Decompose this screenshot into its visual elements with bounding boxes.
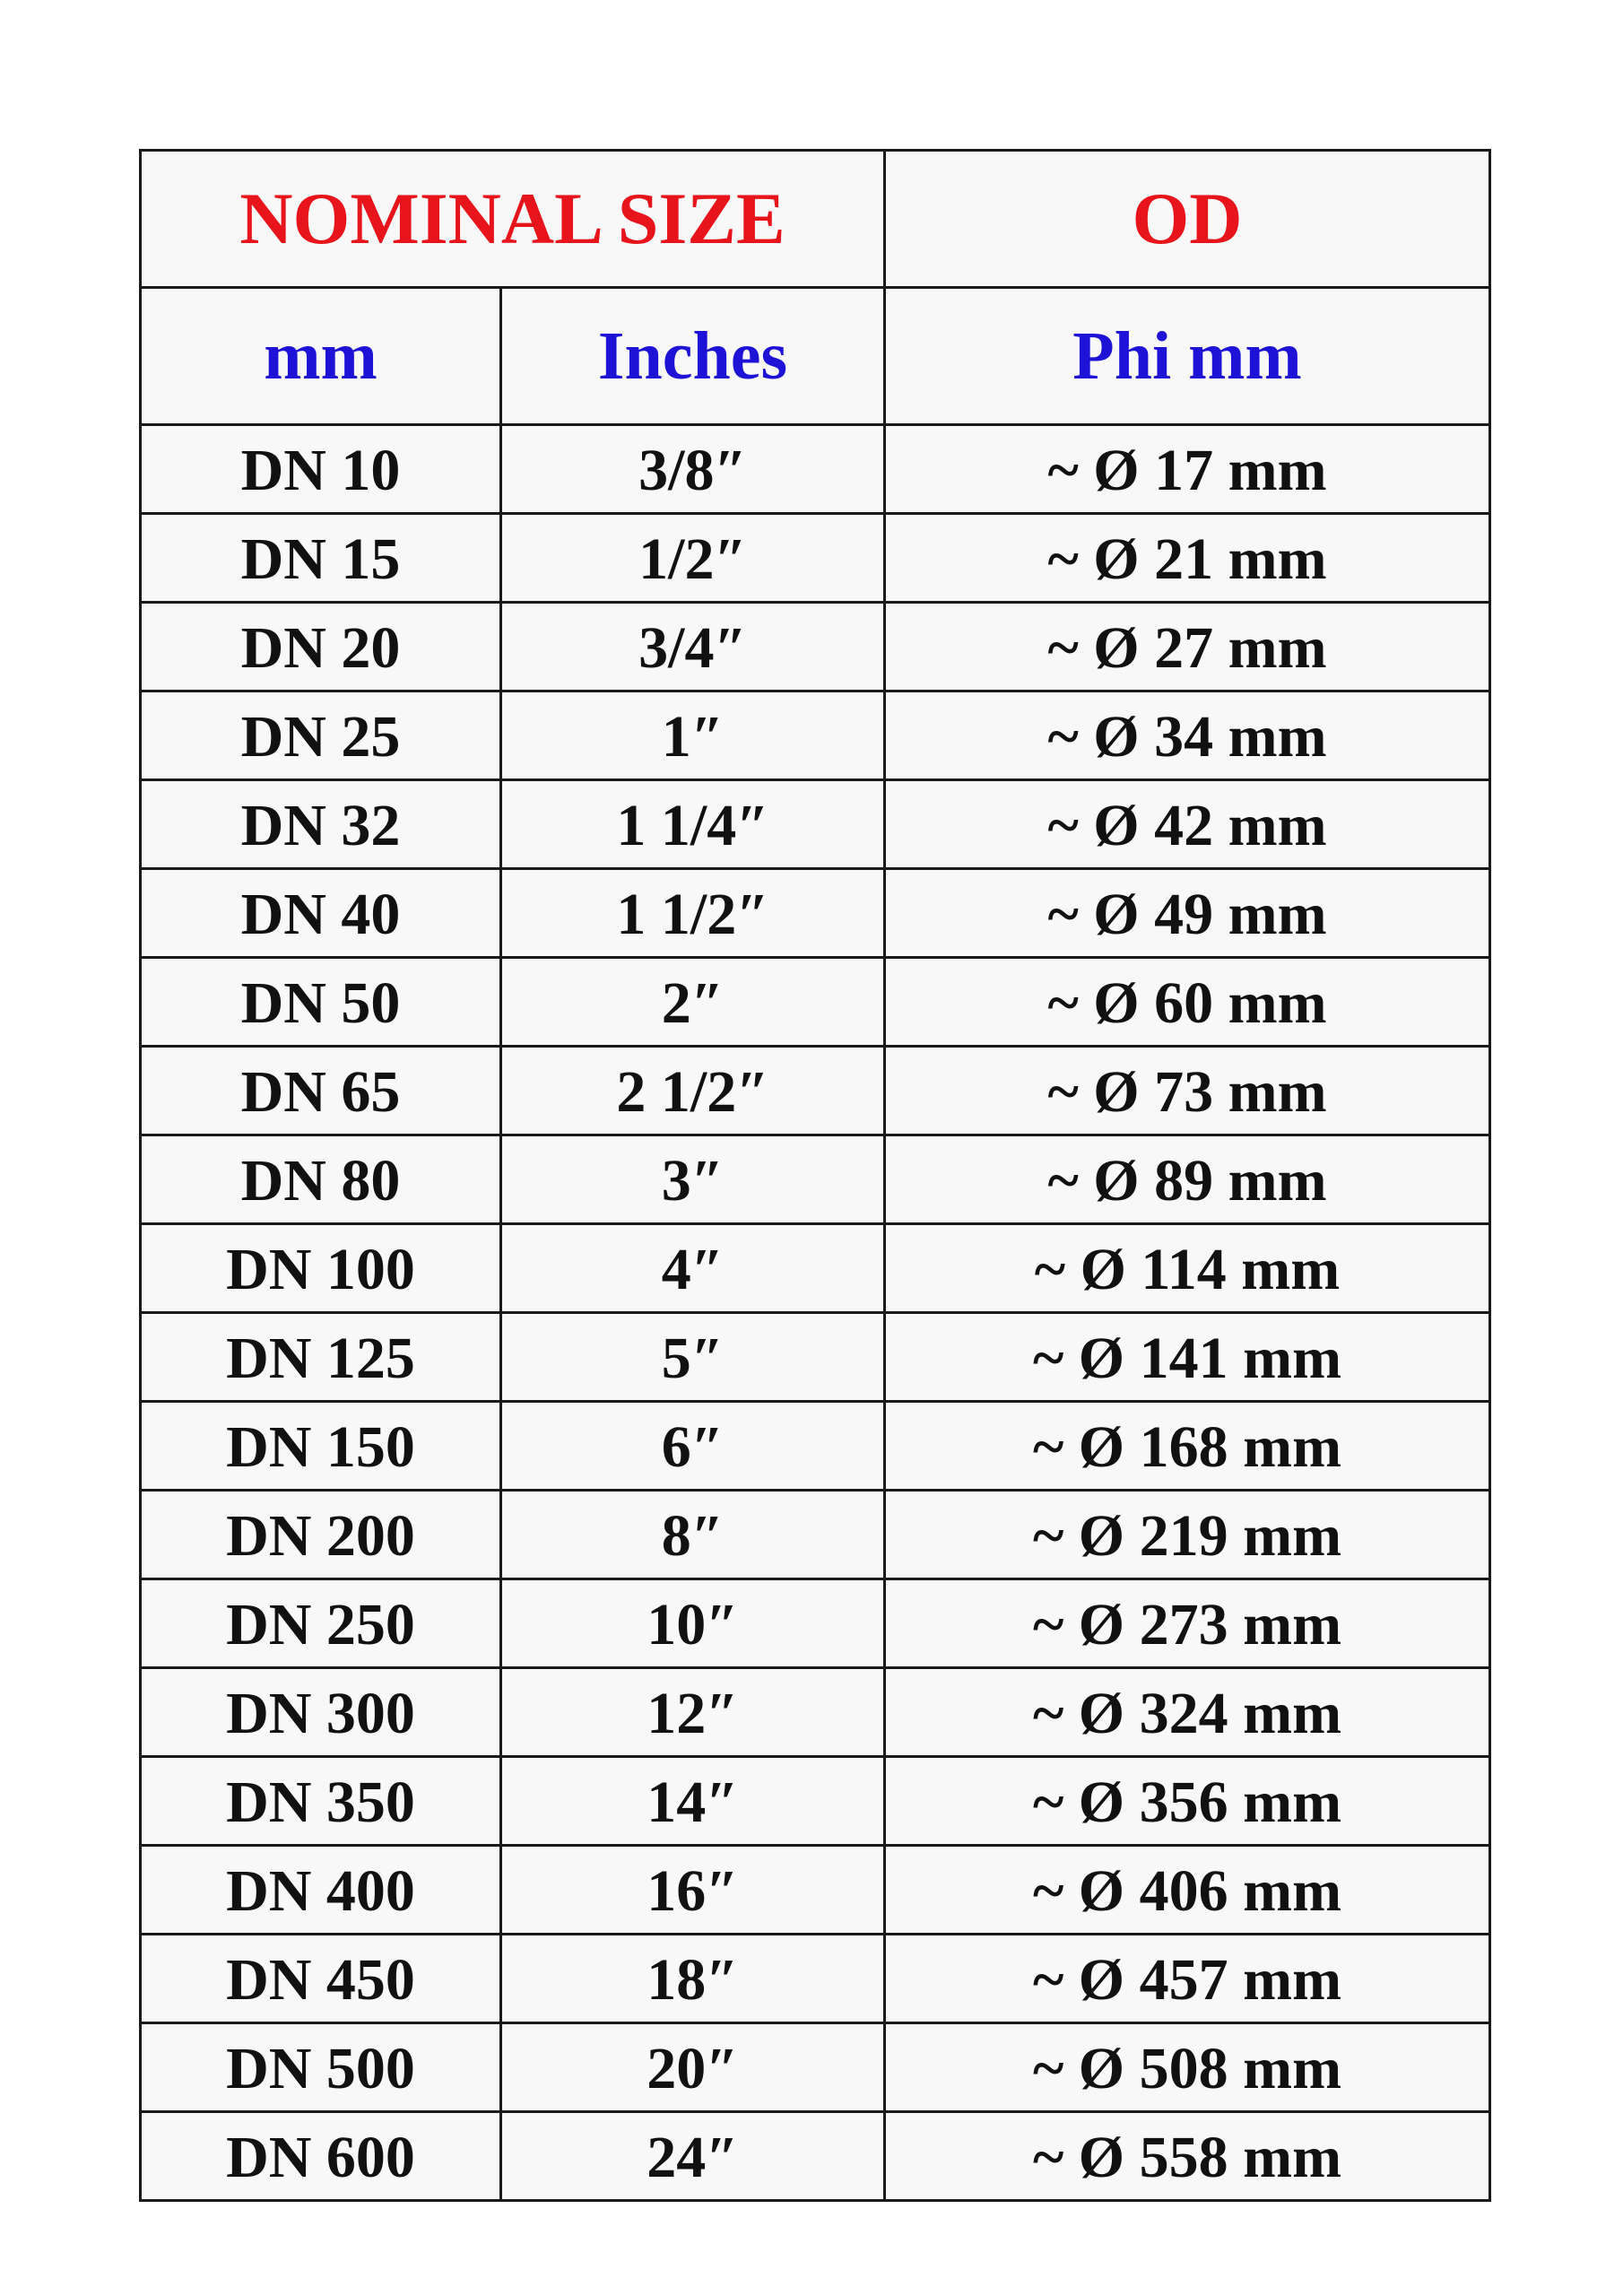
- inch-cell: 20″: [501, 2023, 885, 2112]
- od-cell: ~ Ø 42 mm: [885, 780, 1490, 869]
- inch-cell: 12″: [501, 1668, 885, 1757]
- table-row: [141, 1491, 1490, 1579]
- nominal-size-heading: NOMINAL SIZE: [141, 151, 885, 288]
- table-row: [141, 1935, 1490, 2023]
- dn-cell: DN 200: [141, 1491, 501, 1579]
- table-body: [141, 151, 1490, 2201]
- table-row: [141, 603, 1490, 691]
- inch-cell: 8″: [501, 1491, 885, 1579]
- inch-cell: 1 1/2″: [501, 869, 885, 958]
- dn-cell: DN 25: [141, 691, 501, 780]
- phi-mm-heading: Phi mm: [885, 288, 1490, 425]
- dn-cell: DN 450: [141, 1935, 501, 2023]
- dn-cell: DN 100: [141, 1224, 501, 1313]
- od-heading: OD: [885, 151, 1490, 288]
- od-cell: ~ Ø 457 mm: [885, 1935, 1490, 2023]
- od-cell: ~ Ø 114 mm: [885, 1224, 1490, 1313]
- inches-heading: Inches: [501, 288, 885, 425]
- dn-cell: DN 80: [141, 1135, 501, 1224]
- table-row: [141, 1135, 1490, 1224]
- od-cell: ~ Ø 273 mm: [885, 1579, 1490, 1668]
- inch-cell: 3/8″: [501, 425, 885, 514]
- dn-cell: DN 600: [141, 2112, 501, 2201]
- pipe-size-table: [139, 149, 1491, 2202]
- pipe-size-sheet: [139, 149, 1488, 2202]
- inch-cell: 6″: [501, 1402, 885, 1491]
- dn-cell: DN 125: [141, 1313, 501, 1402]
- table-row: [141, 1402, 1490, 1491]
- od-cell: ~ Ø 73 mm: [885, 1047, 1490, 1135]
- table-row: [141, 1668, 1490, 1757]
- dn-cell: DN 400: [141, 1846, 501, 1935]
- dn-cell: DN 65: [141, 1047, 501, 1135]
- od-cell: ~ Ø 168 mm: [885, 1402, 1490, 1491]
- table-row: [141, 1757, 1490, 1846]
- od-cell: ~ Ø 60 mm: [885, 958, 1490, 1047]
- table-row: [141, 514, 1490, 603]
- od-cell: ~ Ø 49 mm: [885, 869, 1490, 958]
- table-row: [141, 1579, 1490, 1668]
- dn-cell: DN 32: [141, 780, 501, 869]
- table-row: [141, 780, 1490, 869]
- header-row: [141, 151, 1490, 288]
- inch-cell: 1″: [501, 691, 885, 780]
- od-cell: ~ Ø 324 mm: [885, 1668, 1490, 1757]
- od-cell: ~ Ø 141 mm: [885, 1313, 1490, 1402]
- mm-heading: mm: [141, 288, 501, 425]
- dn-cell: DN 50: [141, 958, 501, 1047]
- table-row: [141, 2023, 1490, 2112]
- subheader-row: [141, 288, 1490, 425]
- inch-cell: 3/4″: [501, 603, 885, 691]
- dn-cell: DN 150: [141, 1402, 501, 1491]
- table-row: [141, 1224, 1490, 1313]
- inch-cell: 2 1/2″: [501, 1047, 885, 1135]
- inch-cell: 24″: [501, 2112, 885, 2201]
- dn-cell: DN 300: [141, 1668, 501, 1757]
- dn-cell: DN 20: [141, 603, 501, 691]
- dn-cell: DN 10: [141, 425, 501, 514]
- table-row: [141, 1846, 1490, 1935]
- od-cell: ~ Ø 34 mm: [885, 691, 1490, 780]
- dn-cell: DN 15: [141, 514, 501, 603]
- dn-cell: DN 500: [141, 2023, 501, 2112]
- table-row: [141, 958, 1490, 1047]
- inch-cell: 14″: [501, 1757, 885, 1846]
- dn-cell: DN 350: [141, 1757, 501, 1846]
- inch-cell: 4″: [501, 1224, 885, 1313]
- table-row: [141, 2112, 1490, 2201]
- table-row: [141, 691, 1490, 780]
- od-cell: ~ Ø 406 mm: [885, 1846, 1490, 1935]
- inch-cell: 16″: [501, 1846, 885, 1935]
- od-cell: ~ Ø 356 mm: [885, 1757, 1490, 1846]
- table-row: [141, 1313, 1490, 1402]
- table-row: [141, 1047, 1490, 1135]
- od-cell: ~ Ø 508 mm: [885, 2023, 1490, 2112]
- dn-cell: DN 250: [141, 1579, 501, 1668]
- inch-cell: 18″: [501, 1935, 885, 2023]
- inch-cell: 2″: [501, 958, 885, 1047]
- od-cell: ~ Ø 219 mm: [885, 1491, 1490, 1579]
- inch-cell: 10″: [501, 1579, 885, 1668]
- od-cell: ~ Ø 27 mm: [885, 603, 1490, 691]
- table-row: [141, 425, 1490, 514]
- inch-cell: 3″: [501, 1135, 885, 1224]
- inch-cell: 1/2″: [501, 514, 885, 603]
- dn-cell: DN 40: [141, 869, 501, 958]
- table-row: [141, 869, 1490, 958]
- od-cell: ~ Ø 89 mm: [885, 1135, 1490, 1224]
- od-cell: ~ Ø 558 mm: [885, 2112, 1490, 2201]
- inch-cell: 5″: [501, 1313, 885, 1402]
- od-cell: ~ Ø 17 mm: [885, 425, 1490, 514]
- od-cell: ~ Ø 21 mm: [885, 514, 1490, 603]
- inch-cell: 1 1/4″: [501, 780, 885, 869]
